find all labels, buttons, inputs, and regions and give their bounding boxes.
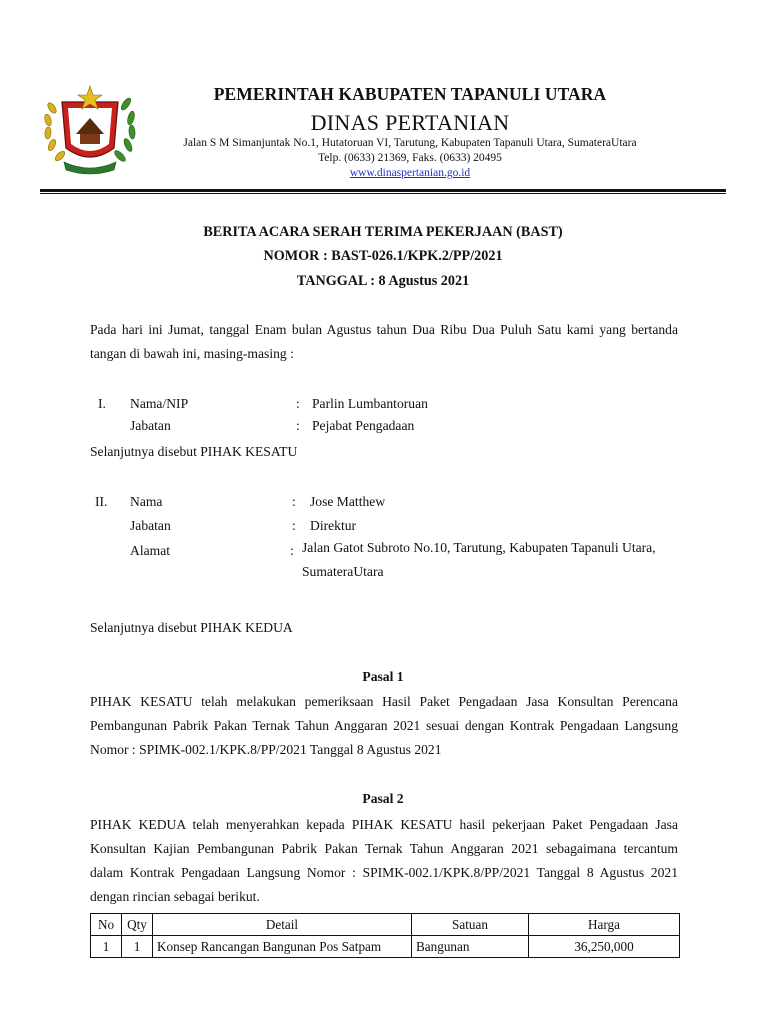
article2-line-4: dengan rincian sebagai berikut. xyxy=(90,889,260,904)
party1-position: Pejabat Pengadaan xyxy=(312,418,415,433)
agency-name: DINAS PERTANIAN xyxy=(310,110,510,135)
cell-unit: Bangunan xyxy=(412,936,529,958)
opening-line-2: tangan di bawah ini, masing-masing : xyxy=(90,346,294,361)
party2-number: II. xyxy=(95,494,108,509)
table-row xyxy=(91,936,680,958)
agency-website-link[interactable]: www.dinaspertanian.go.id xyxy=(349,167,471,179)
cell-qty: 1 xyxy=(122,936,153,958)
cell-no: 1 xyxy=(91,936,122,958)
party2-designation: Selanjutnya disebut PIHAK KEDUA xyxy=(90,620,293,635)
party1-number: I. xyxy=(98,396,106,411)
article1-line-1: PIHAK KESATU telah melakukan pemeriksaan Hasil Paket Pengadaan Jasa Konsultan Perencana xyxy=(90,694,678,709)
item-table xyxy=(90,913,680,958)
party2-name-label: Nama xyxy=(130,494,163,509)
col-header-unit: Satuan xyxy=(412,914,529,936)
party2-name: Jose Matthew xyxy=(310,494,386,509)
article2-line-3: dalam Kontrak Pengadaan Langsung Nomor : SPIMK-002.1/KPK.8/PP/2021 Tanggal 8 Agustus 2021 xyxy=(90,865,678,880)
government-name: PEMERINTAH KABUPATEN TAPANULI UTARA xyxy=(213,84,607,104)
article2-heading: Pasal 2 xyxy=(362,791,404,806)
party2-address-line-1: Jalan Gatot Subroto No.10, Tarutung, Kabupaten Tapanuli Utara, xyxy=(302,540,656,555)
party1-name-label: Nama/NIP xyxy=(130,396,189,411)
party2-address-label: Alamat xyxy=(130,543,171,558)
party1-designation: Selanjutnya disebut PIHAK KESATU xyxy=(90,444,298,459)
party1-name-sep: : xyxy=(296,396,300,411)
party2-position: Direktur xyxy=(310,518,357,533)
cell-detail: Konsep Rancangan Bangunan Pos Satpam xyxy=(153,936,412,958)
agency-phone: Telp. (0633) 21369, Faks. (0633) 20495 xyxy=(318,152,502,164)
cell-price: 36,250,000 xyxy=(529,936,680,958)
col-header-no: No xyxy=(91,914,122,936)
letterhead-rule-thin xyxy=(40,193,726,194)
agency-address: Jalan S M Simanjuntak No.1, Hutatoruan VI, Tarutung, Kabupaten Tapanuli Utara, SumateraUtara xyxy=(183,137,637,149)
article1-heading: Pasal 1 xyxy=(362,669,404,684)
party1-position-sep: : xyxy=(296,418,300,433)
party1-name: Parlin Lumbantoruan xyxy=(312,396,428,411)
opening-line-1: Pada hari ini Jumat, tanggal Enam bulan Agustus tahun Dua Ribu Dua Puluh Satu kami yang bertanda xyxy=(90,322,678,337)
party2-name-sep: : xyxy=(292,494,296,509)
document-date: TANGGAL : 8 Agustus 2021 xyxy=(296,273,470,289)
party2-position-label: Jabatan xyxy=(130,518,171,533)
party2-position-sep: : xyxy=(292,518,296,533)
party1-position-label: Jabatan xyxy=(130,418,171,433)
table-header-row xyxy=(91,914,680,936)
party2-address-sep: : xyxy=(290,543,294,558)
col-header-qty: Qty xyxy=(122,914,153,936)
letterhead-rule-thick xyxy=(40,189,726,192)
col-header-price: Harga xyxy=(529,914,680,936)
article2-line-2: Konsultan Kajian Pembangunan Pabrik Pakan Ternak Tahun Anggaran 2021 sebagaimana tercantum xyxy=(90,841,678,856)
document-number: NOMOR : BAST-026.1/KPK.2/PP/2021 xyxy=(263,248,503,264)
col-header-detail: Detail xyxy=(153,914,412,936)
article1-line-2: Pembangunan Pabrik Pakan Ternak Tahun Anggaran 2021 sesuai dengan Kontrak Pengadaan Langsung xyxy=(90,718,678,733)
party2-address-line-2: SumateraUtara xyxy=(302,564,384,579)
article2-line-1: PIHAK KEDUA telah menyerahkan kepada PIHAK KESATU hasil pekerjaan Paket Pengadaan Jasa xyxy=(90,817,678,832)
article1-line-3: Nomor : SPIMK-002.1/KPK.8/PP/2021 Tanggal 8 Agustus 2021 xyxy=(90,742,442,757)
document-title: BERITA ACARA SERAH TERIMA PEKERJAAN (BAST) xyxy=(203,224,563,240)
